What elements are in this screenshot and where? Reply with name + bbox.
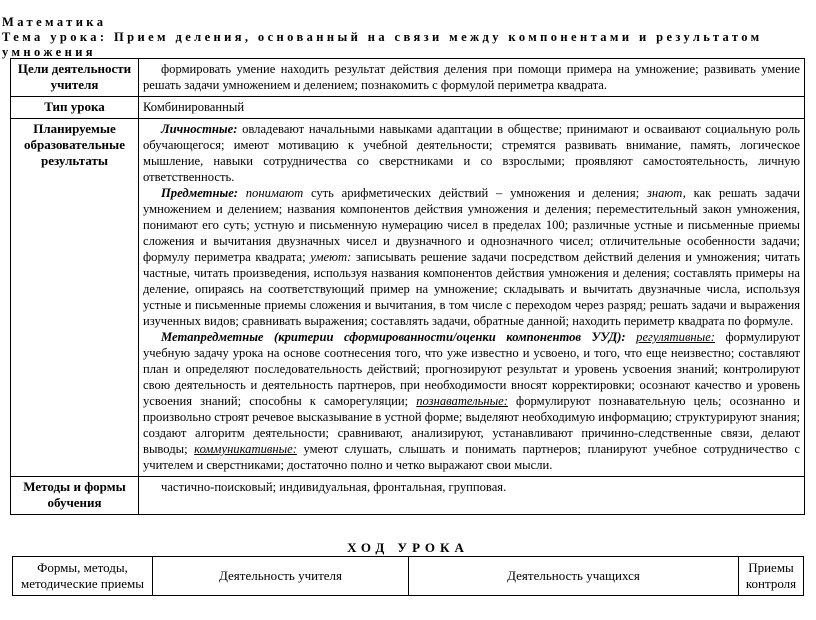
- teacher-activity-header: Деятельность учителя: [153, 557, 409, 596]
- subject-results: Предметные: понимают суть арифметических действий – умножения и деления; знают, как решать задачи умножением и делением; названия компонентов действия умножения и деления; переместительный закон умножения, понимают его суть; устную и письменную нумерацию чисел в пределах 100; различные устные и письменные приемы сложения и вычитания двузначных чисел и двузначного и однозначного чисел; отличительные особенности задачи; формулу периметра квадрата; умеют: записывать решение задачи посредством действий деления и умножения; читать частные, читать произведения, используя названия компонентов действия умножения и деления; составлять примеры на деление, опираясь на соответствующий пример на умножение; складывать и вычитать двузначные числа, используя устные и письменные приемы сложения и вычитания, в том числе с переходом через разряд; решать задачи и выражения изученных видов; сравнивать выражения; составлять задачи, обратные данной; находить периметр квадрата по формуле.: [143, 186, 801, 328]
- type-text: Комбинированный: [139, 97, 805, 119]
- goals-text: формировать умение находить результат действия деления при помощи примера на умножение; развивать умение решать задачи умножением и делением; познакомить с формулой периметра квадрата.: [139, 59, 805, 97]
- lesson-plan-table: [10, 58, 805, 515]
- type-label: Тип урока: [11, 97, 139, 119]
- meta-label: Метапредметные (критерии сформированности/оценки компонентов УУД):: [161, 330, 626, 344]
- personal-results: Личностные: овладевают начальными навыками адаптации в обществе; принимают и осваивают социальную роль обучающегося; имеют мотивацию к учебной деятельности; стремятся развивать внимание, память, логическое мышление, навыки сотрудничества со сверстниками и со взрослыми; проявляют самостоятельность, личную ответственность.: [143, 122, 800, 184]
- subject-label: Предметные:: [161, 186, 238, 200]
- type-row: [11, 97, 805, 119]
- forms-methods-header: Формы, методы, методические приемы: [13, 557, 153, 596]
- results-label: Планируемые образовательные результаты: [11, 119, 139, 477]
- personal-label: Личностные:: [161, 122, 238, 136]
- methods-label: Методы и формы обучения: [11, 477, 139, 515]
- subject-title: Математика: [2, 15, 107, 29]
- results-text: [139, 119, 805, 477]
- lesson-topic: Тема урока: Прием деления, основанный на связи между компонентами и результатом: [2, 30, 763, 44]
- meta-results: Метапредметные (критерии сформированности/оценки компонентов УУД): регулятивные: формулируют учебную задачу урока на основе соотнесения того, что уже известно и усвоено, и того, что еще неизвестно; составляют план и определяют последовательность действий; прогнозируют результат и уровень усвоения знаний; контролируют свою деятельность и деятельность партнеров, при необходимости вносят корректировки; осознают качество и уровень усвоения знаний; способны к саморегуляции; познавательные: формулируют познавательную цель; осознанно и произвольно строят речевое высказывание в устной форме; выделяют необходимую информацию; структурируют знания; создают алгоритм деятельности; сравнивают, анализируют, устанавливают причинно-следственные связи, делают выводы; коммуникативные: умеют слушать, слышать и понимать партнеров; планируют учебное сотрудничество с учителем и сверстниками; достаточно полно и четко выражают свои мысли.: [143, 330, 801, 472]
- lesson-topic-continuation: умножения: [2, 45, 96, 59]
- results-row: [11, 119, 805, 477]
- methods-row: [11, 477, 805, 515]
- student-activity-header: Деятельность учащихся: [409, 557, 739, 596]
- lesson-progress-table: [12, 556, 804, 596]
- goals-label: Цели деятельности учителя: [11, 59, 139, 97]
- goals-row: [11, 59, 805, 97]
- lesson-header-row: [13, 557, 804, 596]
- methods-text: частично-поисковый; индивидуальная, фронтальная, групповая.: [139, 477, 805, 515]
- lesson-progress-heading: ХОД УРОКА: [347, 540, 469, 555]
- control-methods-header: Приемы контроля: [739, 557, 804, 596]
